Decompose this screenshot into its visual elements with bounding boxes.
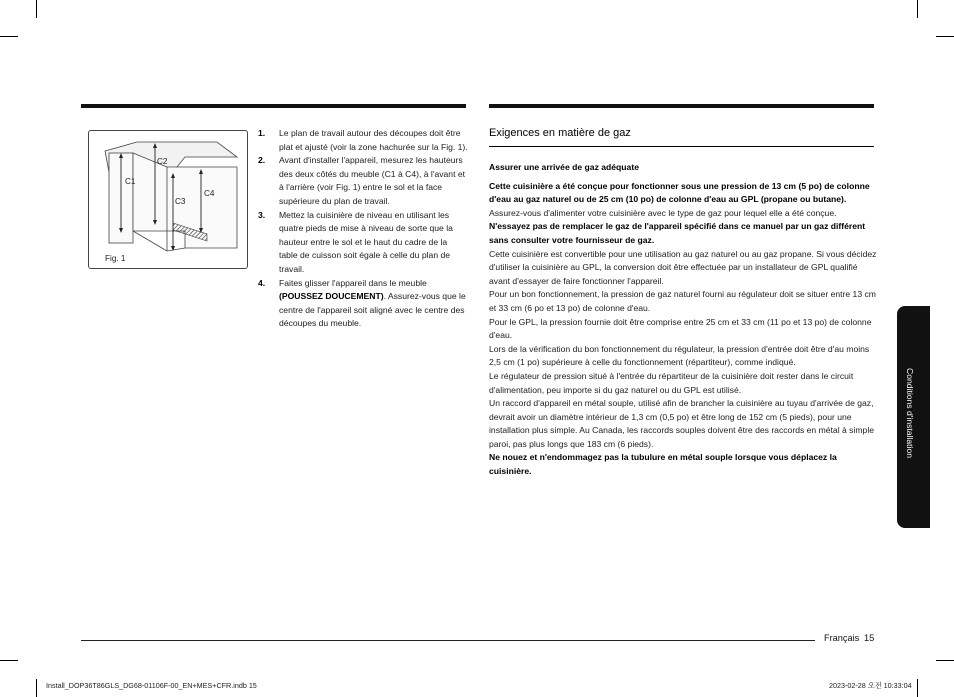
crop-mark [0, 36, 18, 37]
paragraph: N'essayez pas de remplacer le gaz de l'appareil spécifié dans ce manuel par un gaz différent sans consulter votre fournisseur de gaz. [489, 221, 866, 245]
step-text [279, 277, 468, 331]
floor-line [133, 231, 167, 251]
chapter-tab [897, 306, 930, 528]
list-item [258, 154, 468, 208]
step-emphasis: (POUSSEZ DOUCEMENT) [279, 291, 384, 302]
paragraph: Assurez-vous d'alimenter votre cuisinière avec le type de gaz pour lequel elle a été conçue. [489, 207, 837, 218]
label-c2: C2 [157, 157, 168, 166]
figure-1 [88, 130, 248, 269]
step-text: Le plan de travail autour des découpes doit être plat et ajusté (voir la zone hachurée sur la Fig. 1). [279, 128, 468, 152]
section-title: Exigences en matière de gaz [489, 127, 631, 139]
paragraph: Un raccord d'appareil en métal souple, utilisé afin de brancher la cuisinière au tuyau d'arrivée de gaz, devrait avoir un diamètre intérieur de 1,3 cm (0,5 po) et être long de 152 cm (5 pieds), pour une installation plus simple. Au Canada, les raccords souples doivent être des raccords en métal à simple paroi, pas plus longs que 183 cm (6 pieds). [489, 398, 875, 449]
crop-mark [917, 0, 918, 18]
paragraph: Pour le GPL, la pression fournie doit être comprise entre 25 cm et 33 cm (11 po et 13 po) de colonne d'eau. [489, 316, 872, 341]
footer-language: Français [824, 633, 860, 643]
crop-mark [917, 679, 918, 697]
crop-mark [36, 0, 37, 18]
paragraph: Le régulateur de pression situé à l'entrée du répartiteur de la cuisinière doit rester dans le circuit d'alimentation, peu importe si du gaz naturel ou du GPL est utilisé. [489, 370, 854, 395]
step-number: 4. [258, 277, 266, 288]
step-text: Mettez la cuisinière de niveau en utilisant les quatre pieds de mise à niveau de sorte que la hauteur entre le sol et le haut du cadre de la table de cuisson soit égale à celle du plan de travail. [279, 209, 453, 274]
right-column-rule [489, 104, 874, 108]
left-column-rule [81, 104, 466, 108]
paragraph: Pour un bon fonctionnement, la pression de gaz naturel fourni au régulateur doit se situer entre 13 cm et 33 cm (6 po et 13 po) de colonne d'eau. [489, 289, 876, 313]
section-title-underline [489, 146, 874, 147]
chapter-tab-label: Conditions d'installation [905, 368, 915, 459]
label-c4: C4 [204, 189, 215, 198]
paragraph: Cette cuisinière est convertible pour une utilisation au gaz naturel ou au gaz propane. Si vous décidez d'utiliser la cuisinière au GPL, la conversion doit être effectuée par un installateur de GPL qualifié avant d'essayer de faire fonctionner l'appareil. [489, 248, 877, 286]
label-c1: C1 [125, 177, 136, 186]
list-item [258, 277, 468, 331]
list-item [258, 127, 468, 154]
paragraph: Lors de la vérification du bon fonctionnement du régulateur, la pression d'entrée doit être d'au moins 2,5 cm (1 po) supérieure à celle du fonctionnement (répartiteur), comme indiqué. [489, 343, 870, 368]
paragraph: Cette cuisinière a été conçue pour fonctionner sous une pression de 13 cm (5 po) de colonne d'eau au gaz naturel ou de 25 cm (10 po) de colonne d'eau au GPL (propane ou butane). [489, 180, 870, 205]
step-text-part: . Assurez-vous que le centre de l'appareil soit aligné avec le centre des découpes du meuble. [279, 291, 466, 329]
figure-caption: Fig. 1 [105, 254, 126, 263]
print-slug-date: 2023-02-28 오전 10:33:04 [829, 681, 912, 690]
crop-mark [936, 660, 954, 661]
crop-mark [0, 660, 18, 661]
section-subtitle: Assurer une arrivée de gaz adéquate [489, 162, 639, 172]
label-c3: C3 [175, 197, 186, 206]
step-number: 1. [258, 128, 266, 138]
step-text: Avant d'installer l'appareil, mesurez les hauteurs des deux côtés du meuble (C1 à C4), à l'avant et à l'arrière (voir Fig. 1) entre le sol et la face supérieure du plan de travail. [279, 155, 466, 206]
page-number: 15 [864, 633, 875, 643]
print-slug-file: Install_DOP36T86GLS_DG68-01106F-00_EN+MES+CFR.indb 15 [46, 681, 257, 690]
installation-steps [258, 127, 468, 331]
crop-mark [936, 36, 954, 37]
footer-rule [81, 640, 815, 641]
step-number: 3. [258, 209, 266, 220]
paragraph: Ne nouez et n'endommagez pas la tubulure en métal souple lorsque vous déplacez la cuisinière. [489, 452, 837, 477]
step-text-part: Faites glisser l'appareil dans le meuble [279, 277, 427, 288]
crop-mark [36, 679, 37, 697]
gas-requirements-body [489, 161, 877, 479]
floor-line [167, 248, 185, 251]
cabinet-diagram [89, 131, 249, 270]
list-item [258, 209, 468, 277]
step-number: 2. [258, 155, 266, 166]
